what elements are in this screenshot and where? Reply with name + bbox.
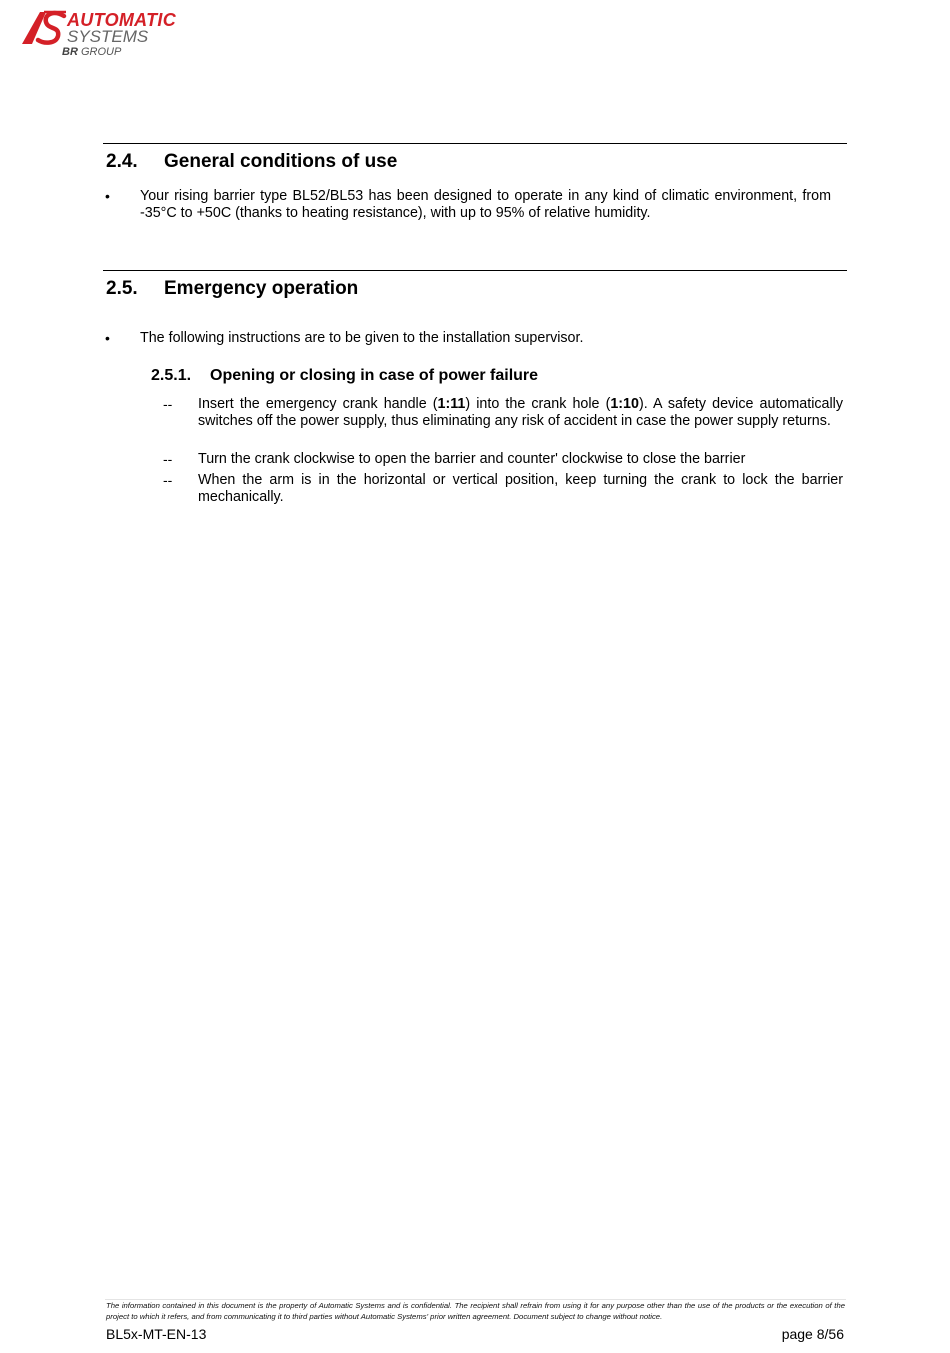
document-reference: BL5x-MT-EN-13 xyxy=(106,1326,207,1342)
section-heading-2-5 xyxy=(106,278,358,300)
section-heading-2-4 xyxy=(106,151,397,173)
list-item-lock-barrier: When the arm is in the horizontal or vertical position, keep turning the crank to lock the barrier mechanically. xyxy=(198,472,843,505)
logo-group-word: GROUP xyxy=(80,46,122,58)
section-divider xyxy=(103,270,847,271)
list-item-insert-crank xyxy=(198,396,843,430)
item-text: ) into the crank hole ( xyxy=(465,396,611,412)
footer-disclaimer: The information contained in this document is the property of Automatic Systems and is confidential. The recipient shall refrain from using it for any purpose other than the use of the products or the execution of the project to which it refers, and from communicating it to third parties without Automatic Systems' prior written agreement. Document subject to change without notice. xyxy=(106,1301,845,1321)
dash-marker: -- xyxy=(163,451,173,467)
bullet-text-climate: Your rising barrier type BL52/BL53 has been designed to operate in any kind of climatic environment, from -35°C to +50C (thanks to heating resistance), with up to 95% of relative humidity. xyxy=(140,188,831,221)
list-item-turn-crank: Turn the crank clockwise to open the barrier and counter' clockwise to close the barrier xyxy=(198,451,746,467)
figure-ref: 1:11 xyxy=(437,396,466,412)
logo-group xyxy=(62,46,121,58)
item-text: ). A safety device automatically switches off the power supply, thus eliminating any risk of accident in case the power supply returns. xyxy=(198,396,843,429)
logo-line-systems: SYSTEMS xyxy=(67,27,149,46)
section-title: General conditions of use xyxy=(164,151,398,172)
section-divider xyxy=(103,143,847,144)
logo-group-brand: BR xyxy=(62,46,78,58)
dash-marker: -- xyxy=(163,472,173,488)
subsection-number: 2.5.1. xyxy=(151,367,192,384)
footer-divider xyxy=(105,1299,846,1300)
item-text: Insert the emergency crank handle ( xyxy=(198,396,438,412)
logo-mark xyxy=(20,10,68,46)
logo-line-automatic: AUTOMATIC xyxy=(67,10,177,30)
section-number: 2.4. xyxy=(106,151,138,172)
company-logo xyxy=(20,10,200,62)
section-title: Emergency operation xyxy=(164,278,359,299)
bullet-text-supervisor: The following instructions are to be given to the installation supervisor. xyxy=(140,330,584,346)
subsection-title: Opening or closing in case of power failure xyxy=(210,367,539,384)
dash-marker: -- xyxy=(163,396,173,412)
bullet-icon: • xyxy=(105,188,110,204)
figure-ref: 1:10 xyxy=(610,396,639,412)
bullet-icon: • xyxy=(105,330,110,346)
page-number: page 8/56 xyxy=(781,1326,844,1342)
subsection-heading-2-5-1 xyxy=(151,367,538,385)
section-number: 2.5. xyxy=(106,278,138,299)
